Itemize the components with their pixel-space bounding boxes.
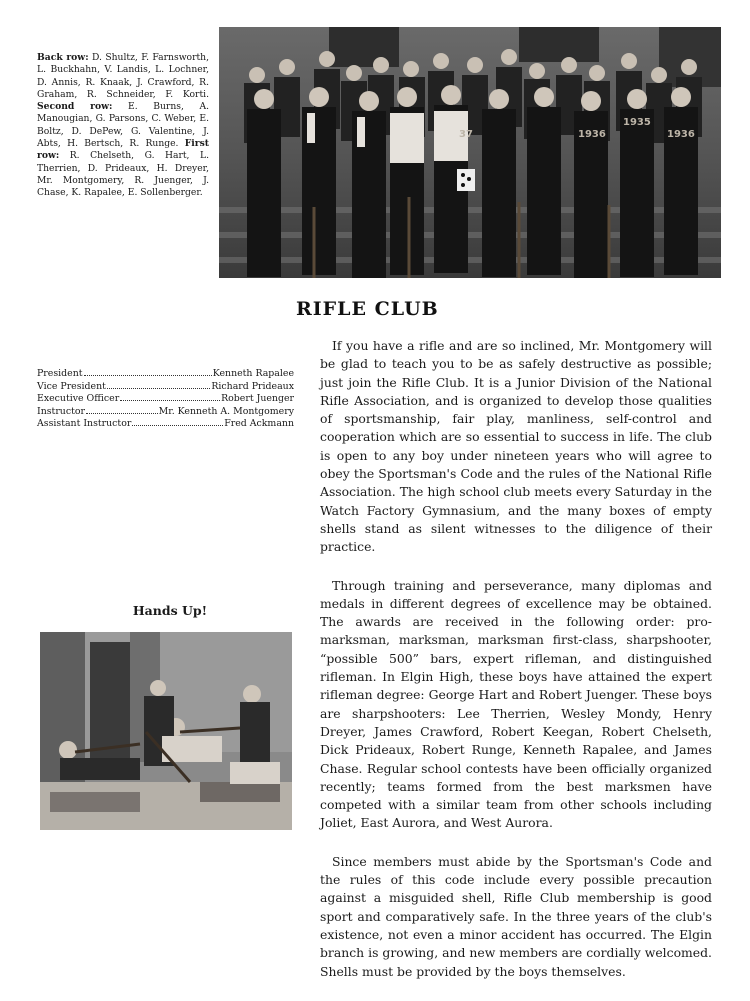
hands-up-caption: Hands Up! [132, 603, 208, 618]
hands-up-photo [40, 632, 292, 830]
officer-role: Vice President [37, 380, 106, 392]
officer-name: Kenneth Rapalee [212, 368, 294, 379]
sweater-year-3: 1935 [623, 117, 651, 128]
back-row-label: Back row: [37, 52, 89, 63]
officer-name: Mr. Kenneth A. Montgomery [158, 405, 294, 417]
paragraph: If you have a rifle and are so inclined, Mr. Montgomery will be glad to teach you to be as safely destructive as possible; just join the Rifle Club. It is a Junior Division of the National Rifle Association, and is organized to develop those qualities of sportsmanship, fair play, manliness, self-control and cooperation which are so essential to success in life. The club is open to any boy under nineteen years who will agree to obey the Sportsman's Code and the rules of the National Rifle Association. The high school club meets every Saturday in the Watch Factory Gymnasium, and the many boxes of empty shells stand as silent witnesses to the diligence of their practice. [320, 338, 712, 555]
paragraph: Since members must abide by the Sportsman's Code and the rules of this code include every possible precaution against a misguided shell, Rifle Club membership is good sport and comparatively safe. In the three years of the club's existence, not even a minor accident has occurred. The Elgin branch is growing, and new members are cordially welcomed. Shells must be provided by the boys themselves. [320, 853, 712, 979]
second-row-names: E. Burns, A. Manougian, G. Parsons, C. Weber, E. Boltz, D. DePew, G. Valentine, J. Abts, H. Bertsch, R. Runge. [37, 101, 210, 150]
article-body [320, 337, 712, 1001]
leader-dots [86, 413, 158, 414]
sweater-year-4: 1936 [667, 129, 695, 140]
second-row-label: Second row: [37, 101, 113, 113]
officer-name: Richard Prideaux [211, 380, 294, 392]
officer-row [37, 393, 294, 406]
officer-role: Instructor [37, 405, 85, 417]
leader-dots [84, 375, 212, 376]
first-row-names: R. Chelseth, G. Hart, L. Therrien, D. Prideaux, H. Dreyer, Mr. Montgomery, R. Juenger, J. Chase, K. Rapalee, E. Sollenberger. [37, 150, 209, 199]
hands-up-photo-image [40, 632, 292, 830]
officer-name: Robert Juenger [221, 393, 294, 405]
officer-role: Executive Officer [37, 393, 120, 405]
officer-name: Fred Ackmann [224, 418, 294, 430]
page-title: RIFLE CLUB [296, 298, 439, 320]
officers-list [37, 368, 294, 431]
sweater-year-1: 37 [459, 129, 473, 140]
leader-dots [132, 425, 223, 426]
sweater-year-2: 1936 [578, 129, 606, 140]
back-row-names: D. Shultz, F. Farnsworth, L. Buckhahn, V. Landis, L. Lochner, D. Annis, R. Knaak, J. Crawford, R. Graham, R. Schneider, F. Korti. [37, 52, 210, 100]
leader-dots [107, 388, 210, 389]
officer-row [37, 406, 294, 419]
paragraph: Through training and perseverance, many diplomas and medals in different degrees of excellence may be obtained. The awards are received in the following order: pro-marksman, marksman, marksman first-class, sharpshooter, “possible 500” bars, expert rifleman, and distinguished rifleman. In Elgin High, these boys have attained the expert rifleman degree: George Hart and Robert Juenger. These boys are sharpshooters: Lee Therrien, Wesley Mondy, Henry Dreyer, James Crawford, Robert Keegan, Robert Chelseth, Dick Prideaux, Robert Runge, Kenneth Rapalee, and James Chase. Regular school contests have been officially organized recently; teams formed from the best marksmen have competed with a similar team from other schools including Joliet, East Aurora, and West Aurora. [320, 577, 712, 831]
officer-row [37, 368, 294, 381]
officer-role: Assistant Instructor [37, 418, 132, 430]
team-photo-image [219, 27, 721, 278]
officer-row [37, 418, 294, 431]
leader-dots [120, 400, 220, 401]
officer-role: President [37, 368, 83, 379]
team-photo-caption [37, 52, 209, 200]
team-photo [219, 27, 721, 278]
officer-row [37, 381, 294, 394]
first-row-label: First row: [37, 138, 209, 162]
